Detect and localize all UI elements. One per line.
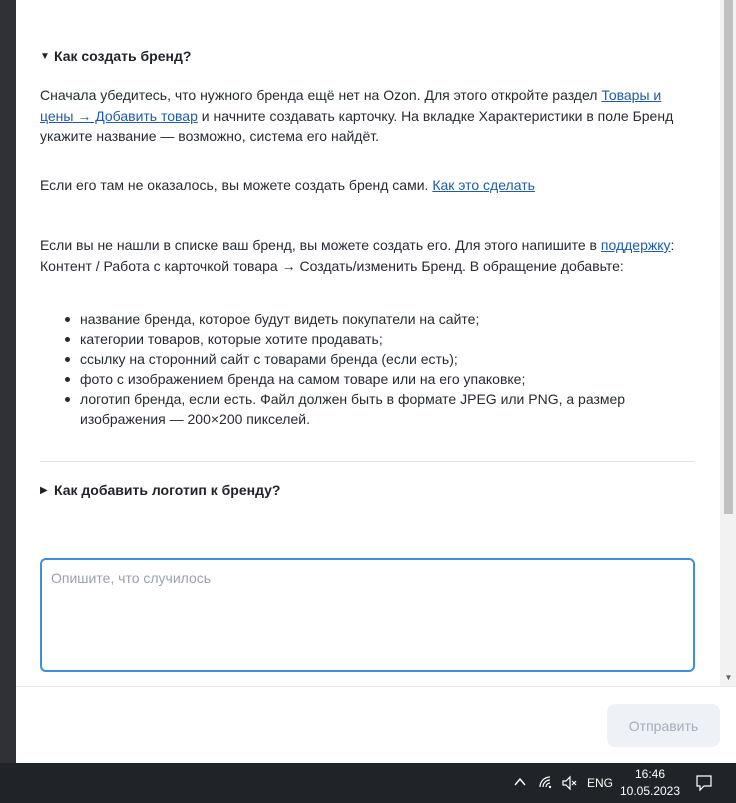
para1-text: Сначала убедитесь, что нужного бренда ещё нет на Ozon. Для этого откройте раздел xyxy=(40,87,602,103)
windows-taskbar xyxy=(0,763,736,803)
list-item: название бренда, которое будут видеть покупатели на сайте; xyxy=(40,309,680,329)
volume-muted-icon[interactable] xyxy=(561,775,577,791)
chevron-up-icon[interactable] xyxy=(514,777,526,787)
requirements-list xyxy=(40,309,680,429)
list-item: логотип бренда, если есть. Файл должен быть в формате JPEG или PNG, а размер изображения — 200×200 пикселей. xyxy=(40,389,680,429)
faq-question-open[interactable] xyxy=(40,48,191,64)
triangle-down-icon: ▼ xyxy=(40,50,50,62)
link-how-to[interactable]: Как это сделать xyxy=(432,177,535,193)
wifi-icon[interactable] xyxy=(538,775,554,791)
submit-button[interactable]: Отправить xyxy=(607,704,720,747)
list-item: категории товаров, которые хотите продавать; xyxy=(40,329,680,349)
para3-text: Если вы не нашли в списке ваш бренд, вы можете создать его. Для этого напишите в xyxy=(40,237,601,253)
answer-paragraph-1 xyxy=(40,85,696,147)
answer-paragraph-3 xyxy=(40,235,696,276)
support-panel xyxy=(16,0,720,686)
taskbar-clock[interactable] xyxy=(612,766,688,800)
answer-paragraph-2 xyxy=(40,175,696,196)
triangle-right-icon: ▶ xyxy=(40,484,48,496)
list-item: фото с изображением бренда на самом товаре или на его упаковке; xyxy=(40,369,680,389)
faq-question-closed-label: Как добавить логотип к бренду? xyxy=(54,482,281,498)
clock-date: 10.05.2023 xyxy=(619,784,681,798)
faq-divider xyxy=(40,461,695,462)
link-support[interactable]: поддержку xyxy=(600,237,671,253)
window-left-edge xyxy=(0,0,16,763)
para3-rest: : Контент / Работа с карточкой товара → Создать/изменить Бренд. В обращение добавьте: xyxy=(40,237,675,274)
list-item: ссылку на сторонний сайт с товарами бренда (если есть); xyxy=(40,349,680,369)
notifications-icon[interactable] xyxy=(695,774,713,792)
scrollbar-thumb[interactable] xyxy=(724,0,733,514)
clock-time: 16:46 xyxy=(634,767,666,781)
form-footer xyxy=(16,686,736,763)
description-input[interactable] xyxy=(40,558,695,672)
scrollbar[interactable] xyxy=(720,0,736,686)
para1-rest: и начните создавать карточку. На вкладке Характеристики в поле Бренд укажите название — возможно, система его найдёт. xyxy=(40,107,674,144)
para2-text: Если его там не оказалось, вы можете создать бренд сами. xyxy=(40,177,433,193)
scroll-down-arrow-icon[interactable]: ▼ xyxy=(724,673,733,682)
faq-question-closed[interactable] xyxy=(40,482,281,498)
language-indicator[interactable]: ENG xyxy=(587,776,614,790)
faq-question-open-label: Как создать бренд? xyxy=(54,48,192,64)
link-products-add[interactable]: Товары и цены → Добавить товар xyxy=(40,87,662,124)
